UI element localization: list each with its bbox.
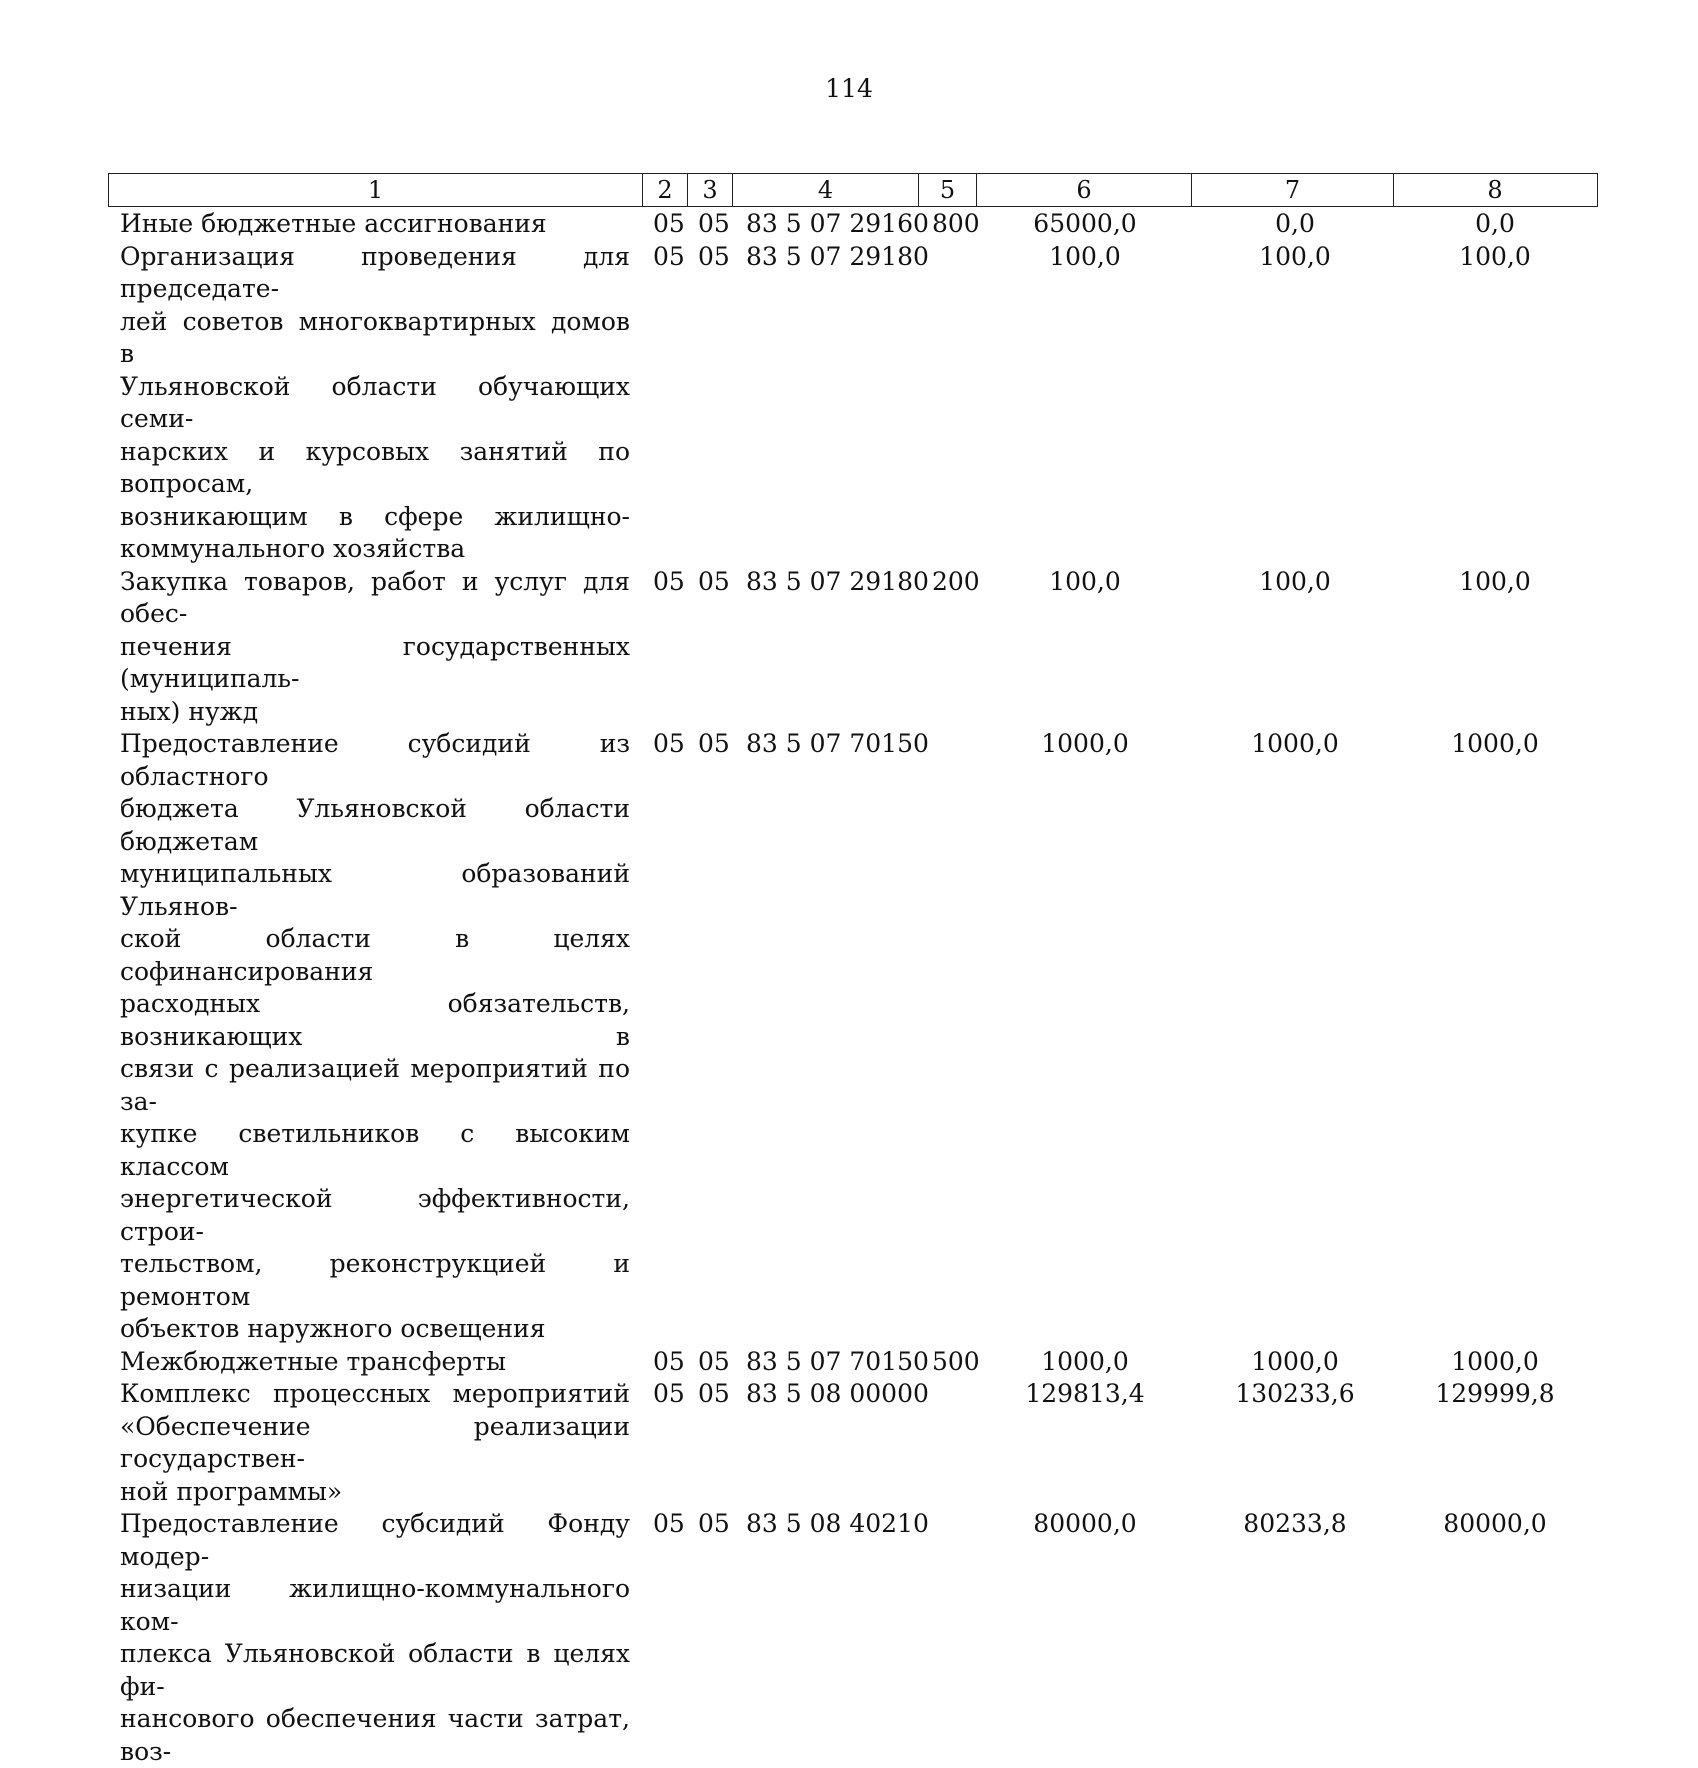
row-name-line: нарских и курсовых занятий по вопросам,: [120, 436, 630, 498]
header-col-4: 4: [733, 174, 919, 206]
row-name-line: ной программы»: [120, 1476, 343, 1506]
cell-col-2: 05: [653, 1379, 685, 1408]
cell-col-3: 05: [698, 729, 730, 758]
cell-col-6: 1000,0: [1041, 1346, 1129, 1376]
cell-col-2: 05: [653, 1509, 685, 1538]
cell-col-4: 83 5 08 00000: [746, 1379, 929, 1408]
cell-col-8: 1000,0: [1451, 729, 1539, 758]
row-name-line: тельством, реконструкцией и ремонтом: [120, 1249, 630, 1311]
row-name-line: ской области в целях софинансирования: [120, 924, 630, 986]
cell-col-7: 1000,0: [1251, 1346, 1339, 1376]
cell-col-3: 05: [698, 1509, 730, 1538]
cell-col-4: 83 5 07 29160: [746, 209, 929, 238]
row-name-line: объектов наружного освещения: [120, 1314, 546, 1343]
row-name: [120, 208, 630, 241]
cell-col-3: 05: [698, 566, 730, 596]
cell-col-3: 05: [698, 1346, 730, 1376]
header-col-6: 6: [977, 174, 1192, 206]
cell-col-7: 1000,0: [1251, 729, 1339, 758]
row-name-line: плекса Ульяновской области в целях фи-: [120, 1639, 630, 1701]
table-row: [0, 1346, 1698, 1379]
cell-col-7: 100,0: [1259, 566, 1331, 596]
row-name: [120, 1508, 630, 1768]
cell-col-8: 1000,0: [1451, 1346, 1539, 1376]
header-col-7: 7: [1192, 174, 1394, 206]
cell-col-6: 1000,0: [1041, 729, 1129, 758]
cell-col-4: 83 5 07 70150: [746, 729, 929, 758]
cell-col-6: 100,0: [1049, 566, 1121, 596]
row-name-line: связи с реализацией мероприятий по за-: [120, 1054, 630, 1116]
cell-col-6: 80000,0: [1033, 1509, 1137, 1538]
row-name-line: нансового обеспечения части затрат, воз-: [120, 1704, 630, 1766]
table-row: [0, 566, 1698, 729]
table-header: [108, 173, 1598, 207]
row-name-line: Предоставление субсидий из областного: [120, 729, 630, 791]
cell-col-2: 05: [653, 1346, 685, 1376]
row-name: [120, 241, 630, 566]
row-name-line: печения государственных (муниципаль-: [120, 631, 630, 693]
cell-col-8: 100,0: [1459, 241, 1531, 271]
header-col-2: 2: [643, 174, 688, 206]
row-name-line: Ульяновской области обучающих семи-: [120, 371, 630, 433]
row-name: [120, 1378, 630, 1508]
cell-col-7: 100,0: [1259, 241, 1331, 271]
table-row: [0, 1508, 1698, 1768]
table-row: [0, 728, 1698, 1346]
row-name: [120, 728, 630, 1346]
header-col-5: 5: [919, 174, 977, 206]
row-name-line: Межбюджетные трансферты: [120, 1346, 507, 1376]
table-row: [0, 241, 1698, 566]
row-name-line: расходных обязательств, возникающих в: [120, 989, 630, 1051]
cell-col-2: 05: [653, 729, 685, 758]
cell-col-4: 83 5 07 29180: [746, 566, 929, 596]
row-name-line: ных) нужд: [120, 696, 259, 726]
cell-col-8: 0,0: [1475, 209, 1515, 238]
row-name-line: Иные бюджетные ассигнования: [120, 209, 547, 238]
row-name-line: Закупка товаров, работ и услуг для обес-: [120, 566, 630, 628]
cell-col-5: 200: [932, 566, 980, 596]
cell-col-6: 65000,0: [1033, 209, 1137, 238]
row-name-line: купке светильников с высоким классом: [120, 1119, 630, 1181]
cell-col-2: 05: [653, 241, 685, 271]
table-body: [0, 208, 1698, 1768]
cell-col-8: 80000,0: [1443, 1509, 1547, 1538]
page-number: 114: [825, 74, 873, 103]
row-name-line: «Обеспечение реализации государствен-: [120, 1411, 630, 1473]
header-col-1: 1: [109, 174, 643, 206]
cell-col-4: 83 5 07 70150: [746, 1346, 929, 1376]
row-name-line: возникающим в сфере жилищно-: [120, 501, 630, 531]
row-name-line: Организация проведения для председате-: [120, 241, 630, 303]
cell-col-3: 05: [698, 209, 730, 238]
row-name-line: низации жилищно-коммунального ком-: [120, 1574, 630, 1636]
header-col-8: 8: [1487, 176, 1503, 204]
cell-col-5: 500: [932, 1346, 980, 1376]
row-name: [120, 566, 630, 729]
cell-col-6: 100,0: [1049, 241, 1121, 271]
row-name-line: Предоставление субсидий Фонду модер-: [120, 1509, 630, 1571]
row-name-line: коммунального хозяйства: [120, 534, 466, 563]
header-col-3: 3: [688, 174, 733, 206]
cell-col-7: 0,0: [1275, 209, 1315, 238]
cell-col-2: 05: [653, 209, 685, 238]
row-name-line: энергетической эффективности, строи-: [120, 1184, 630, 1246]
cell-col-8: 100,0: [1459, 566, 1531, 596]
row-name-line: бюджета Ульяновской области бюджетам: [120, 794, 630, 856]
row-name-line: лей советов многоквартирных домов в: [120, 306, 630, 368]
cell-col-7: 80233,8: [1243, 1509, 1347, 1538]
row-name: [120, 1346, 630, 1379]
cell-col-3: 05: [698, 1379, 730, 1408]
cell-col-8: 129999,8: [1435, 1379, 1555, 1408]
row-name-line: Комплекс процессных мероприятий: [120, 1379, 630, 1408]
cell-col-3: 05: [698, 241, 730, 271]
cell-col-2: 05: [653, 566, 685, 596]
cell-col-4: 83 5 07 29180: [746, 241, 929, 271]
table-row: [0, 1378, 1698, 1508]
row-name-line: муниципальных образований Ульянов-: [120, 859, 630, 921]
table-row: [0, 208, 1698, 241]
cell-col-7: 130233,6: [1235, 1379, 1355, 1408]
cell-col-4: 83 5 08 40210: [746, 1509, 929, 1538]
cell-col-5: 800: [932, 209, 980, 238]
cell-col-6: 129813,4: [1025, 1379, 1145, 1408]
